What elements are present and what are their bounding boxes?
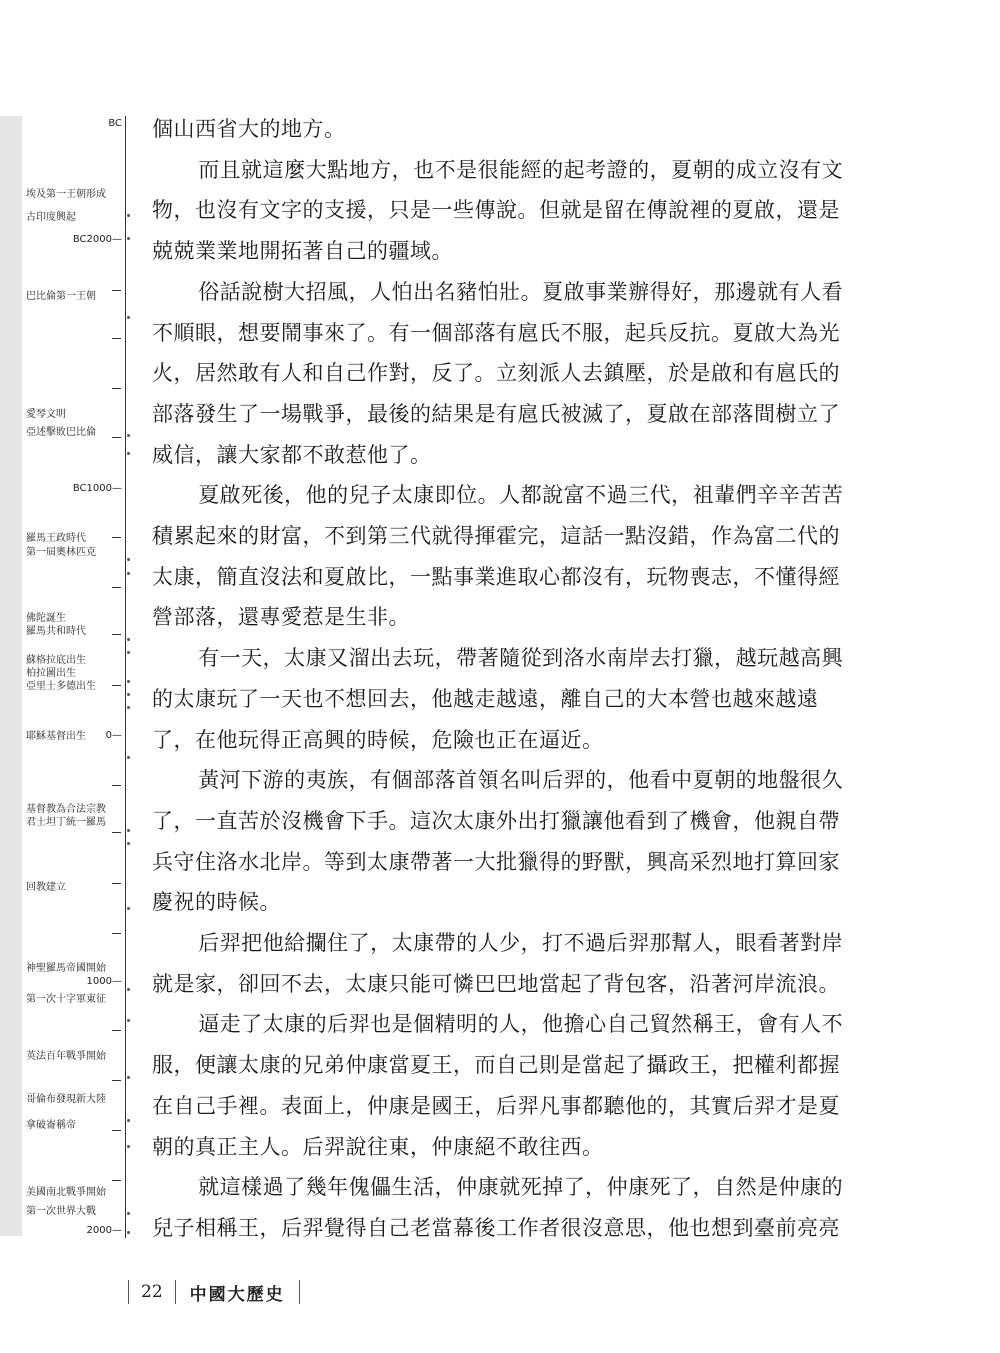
timeline-marker	[127, 1019, 130, 1022]
timeline-marker	[127, 1145, 130, 1148]
timeline-marker	[127, 1119, 130, 1122]
timeline-event: 耶穌基督出生	[26, 731, 86, 742]
body-text	[152, 109, 860, 1249]
timeline-event: 羅馬王政時代	[26, 533, 86, 544]
paragraph: 而且就這麼大點地方，也不是很能經的起考證的，夏朝的成立沒有文物，也沒有文字的支援，只是一些傳說。但就是留在傳說裡的夏啟，還是兢兢業業地開拓著自己的疆域。	[152, 157, 844, 264]
timeline-tick	[112, 883, 121, 884]
timeline-tick	[112, 1130, 121, 1131]
timeline-year: 0—	[105, 730, 122, 741]
timeline-tick	[112, 1080, 121, 1081]
page-number: 22	[141, 1282, 163, 1302]
timeline-year: BC1000—	[72, 483, 122, 494]
paragraph: 就這樣過了幾年傀儡生活，仲康就死掉了，仲康死了，自然是仲康的兒子相稱王，后羿覺得自己老當幕後工作者很沒意思，他也想到臺前亮亮	[152, 1175, 844, 1240]
timeline-marker	[127, 237, 130, 240]
timeline-tick	[112, 290, 121, 291]
paragraph: 夏啟死後，他的兒子太康即位。人都說富不過三代，祖輩們辛辛苦苦積累起來的財富，不到第三代就得揮霍完，這話一點沒錯，作為富二代的太康，簡直沒法和夏啟比，一點事業進取心都沒有，玩物喪志，不懂得經營部落，還專愛惹是生非。	[152, 483, 844, 630]
timeline-marker	[127, 706, 130, 709]
timeline-event: 亞述擊敗巴比倫	[26, 427, 96, 438]
timeline-event: 拿破崙稱帝	[26, 1120, 76, 1131]
timeline-tick	[112, 634, 121, 635]
timeline-event: 蘇格拉底出生	[26, 655, 86, 666]
timeline-event: 愛琴文明	[26, 409, 66, 420]
timeline-event: 第一次世界大戰	[26, 1206, 96, 1217]
timeline-marker	[127, 988, 130, 991]
timeline-tick	[112, 338, 121, 339]
timeline-tick	[112, 785, 121, 786]
timeline-tick	[112, 1030, 121, 1031]
timeline-year: BC2000—	[72, 234, 122, 245]
timeline-marker	[127, 1076, 130, 1079]
timeline-event: 埃及第一王朝形成	[26, 189, 106, 200]
timeline-event: 第一屆奧林匹克	[26, 547, 96, 558]
timeline-marker	[127, 316, 130, 319]
timeline-event: 柏拉圖出生	[26, 668, 76, 679]
timeline-event: 英法百年戰爭開始	[26, 1051, 106, 1062]
timeline-event: 神聖羅馬帝國開始	[26, 963, 106, 974]
timeline-event: 古印度興起	[26, 212, 76, 223]
paragraph: 后羿把他給攔住了，太康帶的人少，打不過后羿那幫人，眼看著對岸就是家，卻回不去，太康只能可憐巴巴地當起了背包客，沿著河岸流浪。	[152, 931, 844, 996]
timeline-marker	[127, 638, 130, 641]
timeline-marker	[127, 651, 130, 654]
timeline-marker	[127, 434, 130, 437]
timeline-year: BC	[108, 118, 122, 129]
paragraph: 黃河下游的夷族，有個部落首領名叫后羿的，他看中夏朝的地盤很久了，一直苦於沒機會下手。這次太康外出打獵讓他看到了機會，他親自帶兵守住洛水北岸。等到太康帶著一大批獵得的野獸，興高采烈地打算回家慶祝的時候。	[152, 768, 844, 915]
timeline-marker	[127, 693, 130, 696]
timeline-event: 第一次十字軍東征	[26, 994, 106, 1005]
footer-divider	[299, 1280, 300, 1304]
timeline-marker	[127, 907, 130, 910]
timeline-marker	[127, 1212, 130, 1215]
timeline-marker	[127, 558, 130, 561]
timeline-event: 基督教為合法宗教	[26, 804, 106, 815]
timeline-tick	[112, 933, 121, 934]
timeline-tick	[112, 537, 121, 538]
timeline-tick	[112, 685, 121, 686]
timeline-marker	[127, 572, 130, 575]
timeline-event: 哥倫布發現新大陸	[26, 1094, 106, 1105]
page-footer	[128, 1278, 300, 1306]
paragraph: 逼走了太康的后羿也是個精明的人，他擔心自己貿然稱王，會有人不服，便讓太康的兄弟仲康當夏王，而自己則是當起了攝政王，把權利都握在自己手裡。表面上，仲康是國王，后羿凡事都聽他的，其實后羿才是夏朝的真正主人。后羿說往東，仲康絕不敢往西。	[152, 1012, 844, 1159]
paragraph: 俗話說樹大招風，人怕出名豬怕壯。夏啟事業辦得好，那邊就有人看不順眼，想要鬧事來了。有一個部落有扈氏不服，起兵反抗。夏啟大為光火，居然敢有人和自己作對，反了。立刻派人去鎮壓，於是啟和有扈氏的部落發生了一場戰爭，最後的結果是有扈氏被滅了，夏啟在部落間樹立了威信，讓大家都不敢惹他了。	[152, 279, 844, 467]
timeline-marker	[127, 829, 130, 832]
timeline-tick	[112, 388, 121, 389]
timeline	[0, 0, 132, 1353]
timeline-event: 佛陀誕生	[26, 613, 66, 624]
timeline-event: 羅馬共和時代	[26, 626, 86, 637]
timeline-year: 2000—	[86, 1225, 122, 1236]
timeline-tick	[112, 437, 121, 438]
timeline-event: 亞里士多德出生	[26, 681, 96, 692]
paragraph: 有一天，太康又溜出去玩，帶著隨從到洛水南岸去打獵，越玩越高興的太康玩了一天也不想回去，他越走越遠，離自己的大本營也越來越遠了，在他玩得正高興的時候，危險也正在逼近。	[152, 646, 844, 752]
timeline-event: 君士坦丁統一羅馬	[26, 817, 106, 828]
timeline-tick	[112, 1180, 121, 1181]
timeline-event: 回教建立	[26, 882, 66, 893]
timeline-marker	[127, 680, 130, 683]
timeline-marker	[127, 756, 130, 759]
timeline-marker	[127, 1231, 130, 1234]
timeline-marker	[127, 214, 130, 217]
book-title: 中國大歷史	[189, 1284, 285, 1305]
timeline-marker	[127, 452, 130, 455]
timeline-tick	[112, 832, 121, 833]
timeline-event: 巴比倫第一王朝	[26, 291, 96, 302]
timeline-marker	[127, 842, 130, 845]
timeline-event: 美國南北戰爭開始	[26, 1187, 106, 1198]
timeline-year: 1000—	[86, 976, 122, 987]
timeline-tick	[112, 587, 121, 588]
paragraph: 個山西省大的地方。	[152, 117, 346, 141]
